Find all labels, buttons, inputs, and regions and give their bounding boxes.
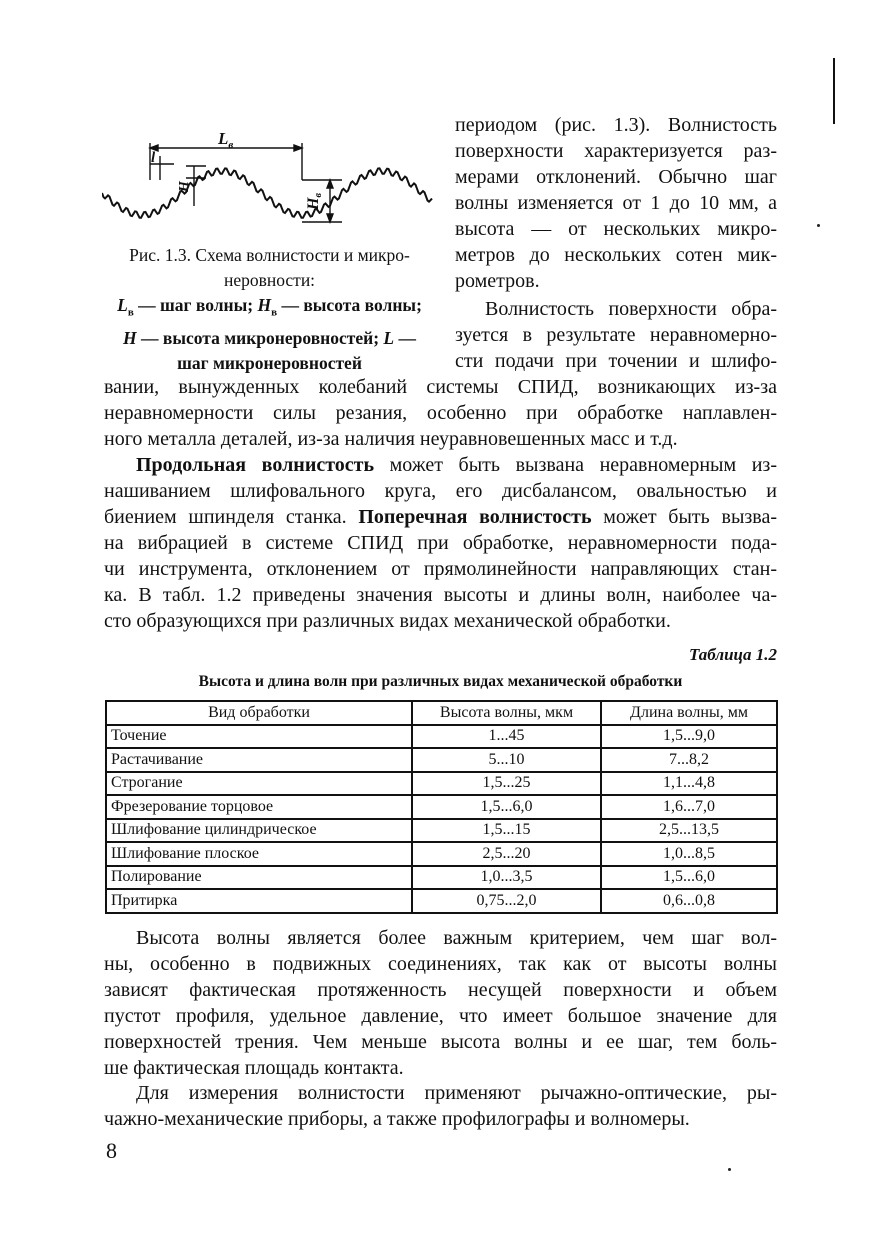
label-Hv: Hв — [305, 193, 324, 210]
right-paragraph-2: Волнистость поверхности обра- зуется в результате неравномерно- сти подачи при точении и шлифо- — [455, 298, 777, 372]
cell-wave-length: 0,6...0,8 — [601, 889, 777, 913]
cell-wave-height: 1,5...6,0 — [412, 795, 601, 819]
speck — [817, 224, 820, 227]
figure-caption — [102, 243, 437, 376]
cell-wave-height: 1,5...15 — [412, 819, 601, 843]
cell-wave-length: 1,5...6,0 — [601, 866, 777, 890]
waviness-diagram — [102, 118, 437, 243]
table-row — [106, 748, 777, 772]
table-row — [106, 889, 777, 913]
table-row — [106, 772, 777, 796]
table-title: Высота и длина волн при различных видах механической обработки — [198, 673, 683, 690]
cell-processing-type: Фрезерование торцовое — [106, 795, 412, 819]
table-row — [106, 725, 777, 749]
cell-wave-height: 1,5...25 — [412, 772, 601, 796]
caption-legend-line3: шаг микронеровностей — [177, 352, 362, 373]
cell-processing-type: Растачивание — [106, 748, 412, 772]
cell-wave-height: 0,75...2,0 — [412, 889, 601, 913]
paragraph-5: Для измерения волнистости применяют рычажно-оптические, ры- чажно-механические приборы, а также профилографы и волномеры. — [104, 1082, 777, 1130]
cell-processing-type: Строгание — [106, 772, 412, 796]
cell-processing-type: Точение — [106, 725, 412, 749]
wavy-profile-line — [102, 168, 432, 218]
figure-waviness — [102, 118, 437, 243]
term-transverse-waviness: Поперечная волнистость — [358, 506, 592, 528]
table-label: Таблица 1.2 — [689, 645, 777, 664]
margin-mark — [833, 58, 835, 124]
header-wave-height: Высота волны, мкм — [412, 701, 601, 725]
speck — [728, 1168, 731, 1171]
table-row — [106, 795, 777, 819]
cell-wave-height: 1...45 — [412, 725, 601, 749]
page-number: 8 — [106, 1138, 117, 1163]
paragraph-4: Высота волны является более важным критерием, чем шаг вол- ны, особенно в подвижных соединениях, так как от высоты волны зависят фактическая протяженность несущей поверхности и объем пустот профиля, удельное давление, что имеет большое значение для поверхностей трения. Чем меньше высота волны и ее шаг, тем боль- ше фактическая площадь контакта. — [104, 927, 777, 1079]
term-longitudinal-waviness: Продольная волнистость — [136, 454, 375, 476]
label-l: l — [151, 150, 156, 166]
profile-curve — [102, 168, 432, 218]
paragraph-3: Продольная волнистость может быть вызвана неравномерным из- нашиванием шлифовального круга, его дисбалансом, овальностью и биением шпинделя станка. Поперечная волнистость может быть вызва- на вибрацией в системе СПИД при обработке, неравномерности пода- чи инструмента, отклонением от прямолинейности направляющих стан- ка. В табл. 1.2 приведены значения высоты и длины волн, наиболее ча- сто образующихся при различных видах механической обработки. — [104, 454, 777, 632]
paragraph-2-continued: вании, вынужденных колебаний системы СПИД, возникающих из-за неравномерности силы резания, особенно при обработке наплавлен- ного металла деталей, из-за наличия неуравновешенных масс и т.д. — [104, 376, 777, 450]
header-processing-type: Вид обработки — [106, 701, 412, 725]
cell-wave-height: 2,5...20 — [412, 842, 601, 866]
cell-wave-length: 2,5...13,5 — [601, 819, 777, 843]
label-H: H — [177, 181, 192, 192]
cell-processing-type: Шлифование цилиндрическое — [106, 819, 412, 843]
cell-processing-type: Притирка — [106, 889, 412, 913]
cell-processing-type: Полирование — [106, 866, 412, 890]
table-row — [106, 842, 777, 866]
header-wave-length: Длина волны, мм — [601, 701, 777, 725]
table-row — [106, 819, 777, 843]
cell-wave-length: 7...8,2 — [601, 748, 777, 772]
label-Lv: $L_в$ — [218, 129, 234, 151]
cell-wave-length: 1,0...8,5 — [601, 842, 777, 866]
caption-title-line2: неровности: — [223, 270, 316, 290]
right-paragraph-1: периодом (рис. 1.3). Волнистость поверхности характеризуется раз- мерами отклонений. Обычно шаг волны изменяется от 1 до 10 мм, а высота — от нескольких микро- метров до нескольких сотен мик- рометров. — [455, 114, 777, 292]
cell-processing-type: Шлифование плоское — [106, 842, 412, 866]
table-row — [106, 866, 777, 890]
caption-title-line1: Рис. 1.3. Схема волнистости и микро- — [129, 245, 410, 265]
cell-wave-length: 1,1...4,8 — [601, 772, 777, 796]
cell-wave-length: 1,6...7,0 — [601, 795, 777, 819]
caption-legend-line1: $L_в$ — шаг волны; $H_в$ — высота волны; — [117, 295, 422, 319]
waviness-table — [105, 700, 778, 914]
cell-wave-height: 5...10 — [412, 748, 601, 772]
cell-wave-length: 1,5...9,0 — [601, 725, 777, 749]
caption-legend-line2: H — высота микронеровностей; L — — [123, 327, 416, 348]
table-header-row — [106, 701, 777, 725]
cell-wave-height: 1,0...3,5 — [412, 866, 601, 890]
